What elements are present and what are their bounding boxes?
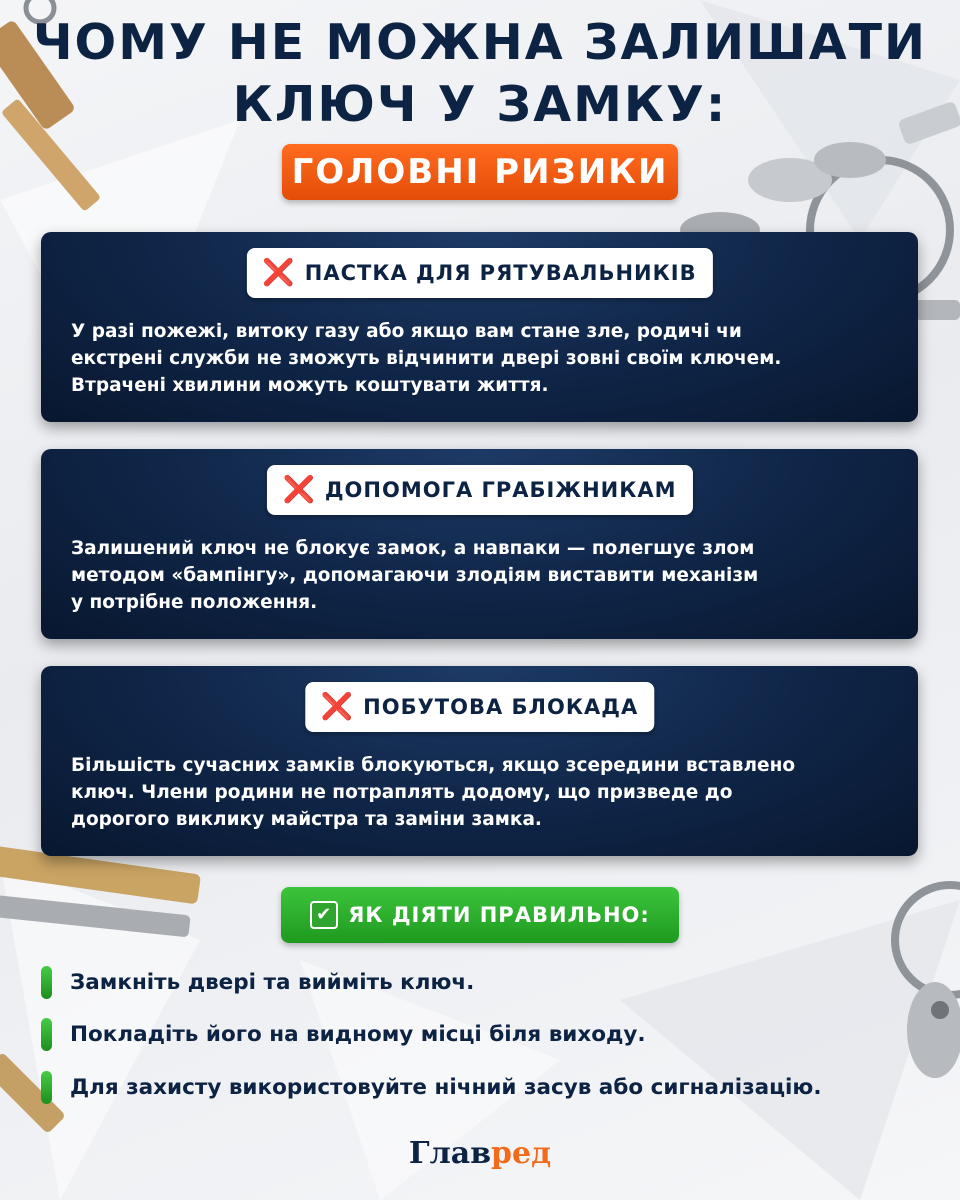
green-bullet-icon	[41, 1018, 52, 1051]
green-bullet-icon	[41, 966, 52, 999]
text-line: у потрібне положення.	[71, 592, 318, 613]
text-line: ключ. Члени родини не потраплять додому, що призведе до	[71, 782, 733, 803]
risk-card-rescuers	[41, 232, 918, 422]
risk-card-text	[71, 535, 888, 616]
title-line-2: КЛЮЧ У ЗАМКУ:	[232, 76, 728, 133]
text-line: Більшість сучасних замків блокуються, якщо зсередини вставлено	[71, 755, 796, 776]
text-line: Залишений ключ не блокує замок, а навпаки — полегшує злом	[71, 538, 755, 559]
risk-card-title: ПОБУТОВА БЛОКАДА	[363, 695, 639, 719]
page-title	[0, 12, 960, 136]
text-line: У разі пожежі, витоку газу або якщо вам стане зле, родичі чи	[71, 321, 742, 342]
cross-icon: ❌	[282, 475, 315, 505]
cross-icon: ❌	[320, 692, 354, 722]
text-line: Втрачені хвилини можуть коштувати життя.	[71, 375, 549, 396]
risk-card-burglars	[41, 449, 918, 639]
text-line: методом «бампінгу», допомагаючи злодіям виставити механізм	[71, 565, 759, 586]
risk-card-title-pill	[266, 465, 692, 515]
risk-card-title-pill	[246, 248, 712, 298]
advice-item-text: Для захисту використовуйте нічний засув або сигналізацію.	[70, 1075, 822, 1100]
text-line: екстрені служби не зможуть відчинити двері зовні своїм ключем.	[71, 348, 782, 369]
text-line: дорогого виклику майстра та заміни замка.	[71, 809, 542, 830]
risk-card-title: ПАСТКА ДЛЯ РЯТУВАЛЬНИКІВ	[304, 261, 697, 285]
advice-title-badge	[281, 887, 679, 943]
advice-title: ЯК ДІЯТИ ПРАВИЛЬНО:	[348, 903, 650, 927]
brand-logo	[0, 1136, 960, 1171]
risk-card-text	[71, 318, 888, 399]
cross-icon: ❌	[262, 258, 295, 288]
advice-item-text: Покладіть його на видному місці біля виходу.	[70, 1022, 646, 1047]
risk-card-title-pill	[305, 682, 654, 732]
advice-item	[41, 1071, 821, 1104]
title-line-1: ЧОМУ НЕ МОЖНА ЗАЛИШАТИ	[32, 14, 928, 71]
subtitle-badge: ГОЛОВНІ РИЗИКИ	[282, 144, 678, 200]
advice-item	[41, 966, 474, 999]
risk-card-text	[71, 752, 888, 833]
brand-part-1: Глав	[408, 1136, 492, 1171]
risk-card-title: ДОПОМОГА ГРАБІЖНИКАМ	[324, 478, 677, 502]
risk-card-lockout	[41, 666, 918, 856]
advice-item-text: Замкніть двері та вийміть ключ.	[70, 970, 475, 995]
checkmark-icon: ✔	[310, 901, 338, 929]
keyring-right-bottom-icon	[895, 885, 960, 1078]
green-bullet-icon	[41, 1071, 52, 1104]
brand-part-2: ред	[491, 1136, 552, 1171]
advice-item	[41, 1018, 646, 1051]
